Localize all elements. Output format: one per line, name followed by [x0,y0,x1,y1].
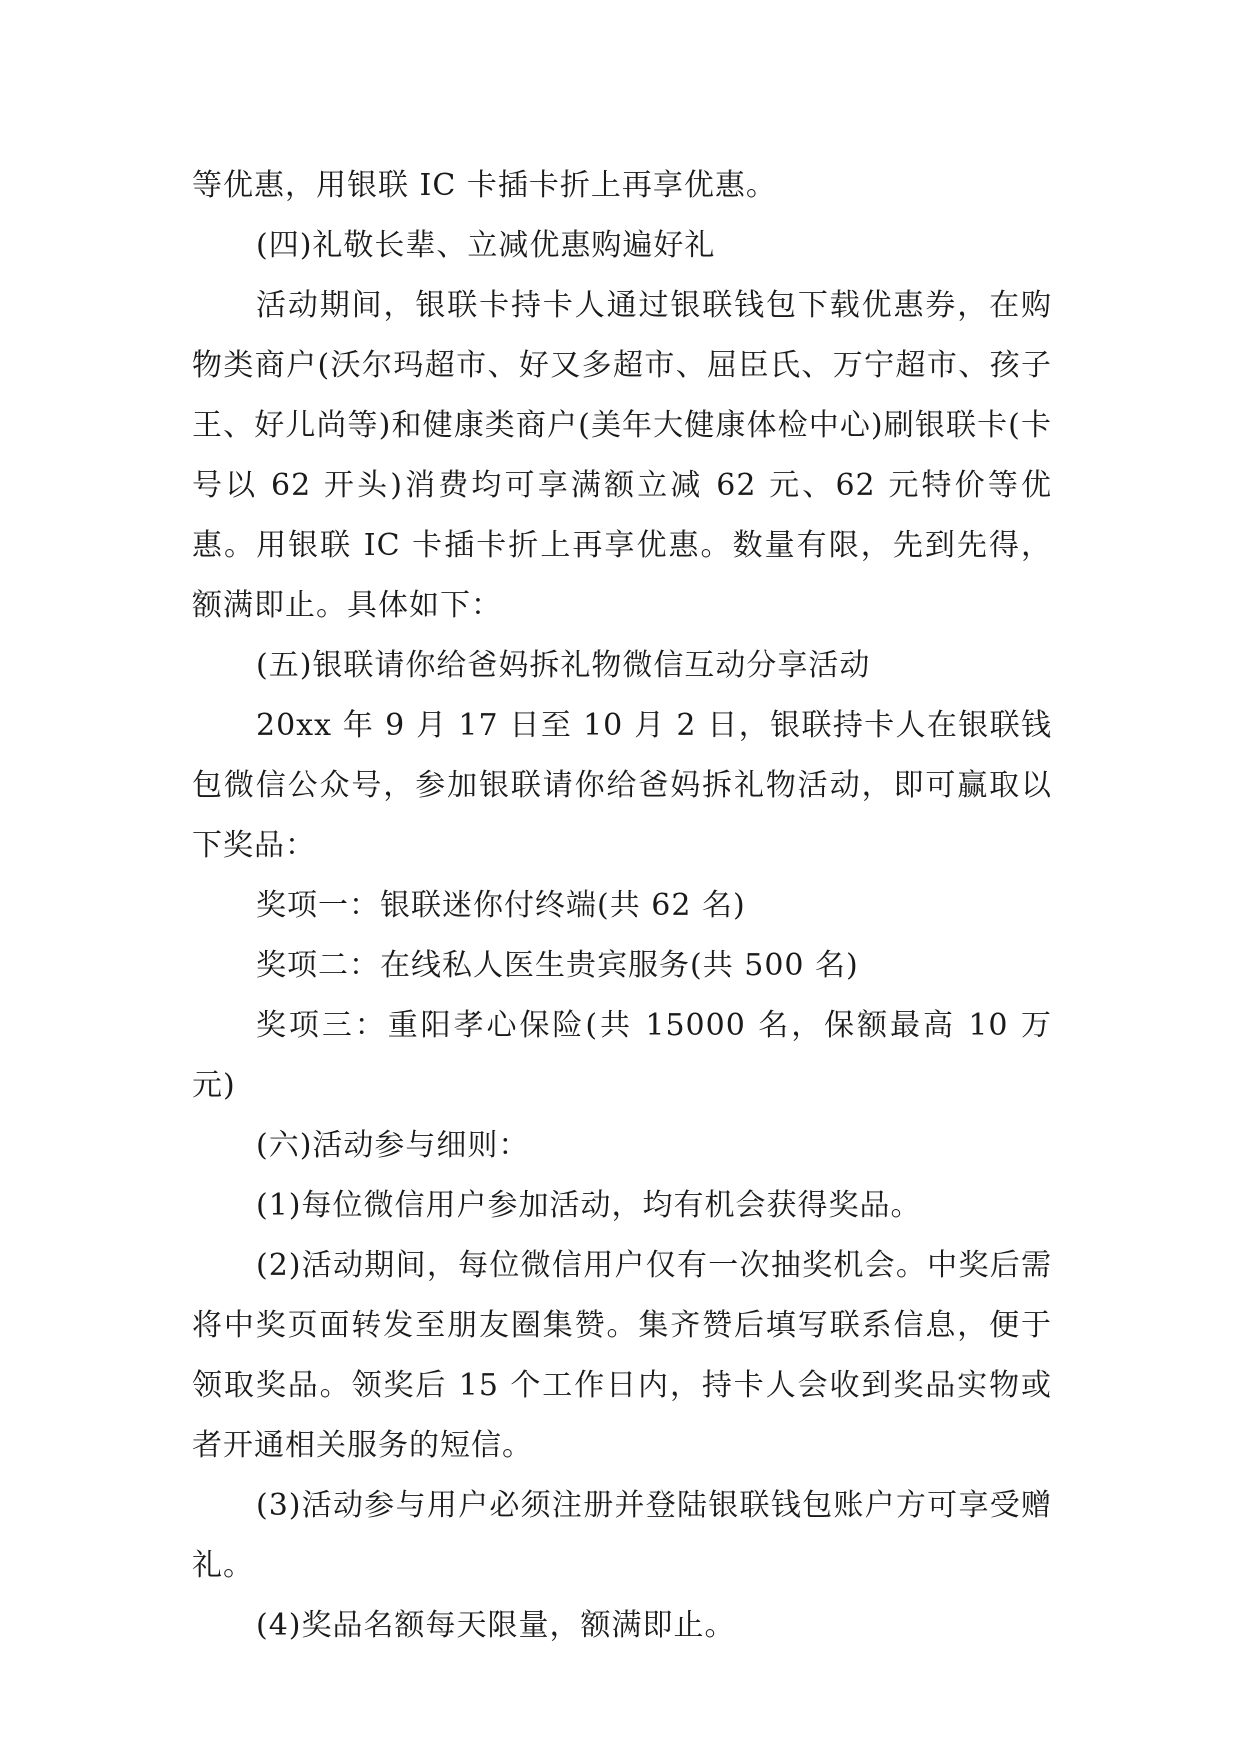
prize-item-2: 奖项二：在线私人医生贵宾服务(共 500 名) [256,948,859,983]
rule-item-2: (2)活动期间，每位微信用户仅有一次抽奖机会。中奖后需将中奖页面转发至朋友圈集赞。集齐赞后填写联系信息，便于领取奖品。领奖后 15 个工作日内，持卡人会收到奖品实物或者开通相关服务的短信。 [192,1248,1052,1463]
section-heading-5: (五)银联请你给爸妈拆礼物微信互动分享活动 [256,648,871,683]
paragraph-continuation: 等优惠，用银联 IC 卡插卡折上再享优惠。 [192,168,777,203]
rule-item-1: (1)每位微信用户参加活动，均有机会获得奖品。 [256,1188,922,1223]
paragraph-section-4-body: 活动期间，银联卡持卡人通过银联钱包下载优惠券，在购物类商户(沃尔玛超市、好又多超市、屈臣氏、万宁超市、孩子王、好儿尚等)和健康类商户(美年大健康体检中心)刷银联卡(卡号以 62 开头)消费均可享满额立减 62 元、62 元特价等优惠。用银联 IC 卡插卡折上再享优惠。数量有限，先到先得，额满即止。具体如下： [192,288,1052,623]
document-body [192,156,1052,1656]
section-heading-4: (四)礼敬长辈、立减优惠购遍好礼 [256,228,716,263]
paragraph-section-5-body: 20xx 年 9 月 17 日至 10 月 2 日，银联持卡人在银联钱包微信公众号，参加银联请你给爸妈拆礼物活动，即可赢取以下奖品： [192,708,1052,863]
section-heading-6: (六)活动参与细则： [256,1128,530,1163]
rule-item-3: (3)活动参与用户必须注册并登陆银联钱包账户方可享受赠礼。 [192,1488,1052,1583]
prize-item-1: 奖项一：银联迷你付终端(共 62 名) [256,888,746,923]
rule-item-4: (4)奖品名额每天限量，额满即止。 [256,1608,736,1643]
prize-item-3: 奖项三：重阳孝心保险(共 15000 名，保额最高 10 万元) [192,1008,1052,1103]
